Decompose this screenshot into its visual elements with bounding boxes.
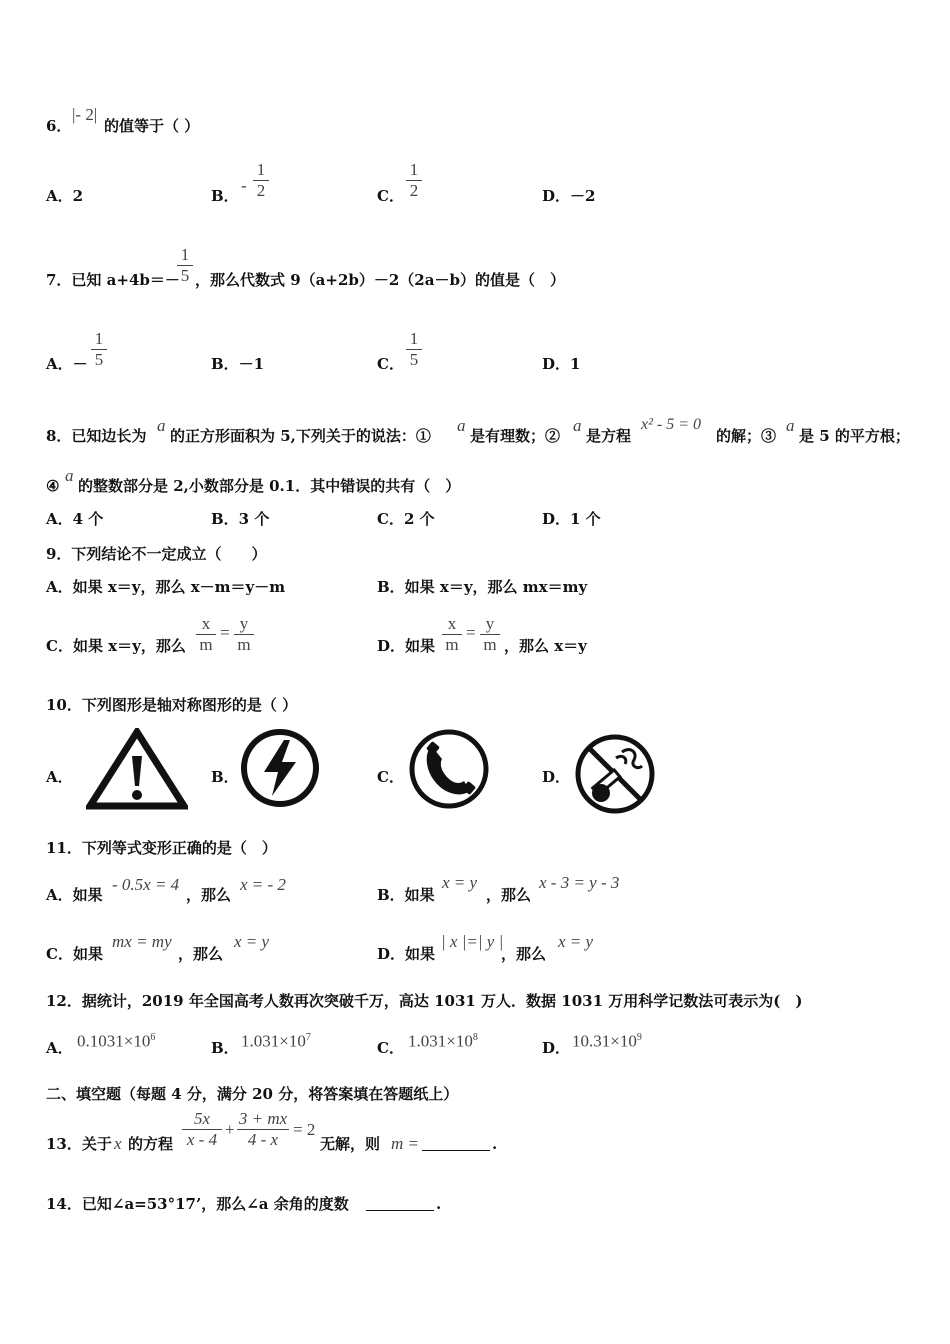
fraction-numerator: 1 — [409, 160, 419, 179]
fraction-denominator: m — [199, 635, 213, 654]
q8-line2-part2: 的整数部分是 2,小数部分是 0.1．其中错误的共有（ ） — [78, 477, 461, 495]
q8-option-d: D．1 个 — [542, 510, 601, 528]
q10-stem: 10．下列图形是轴对称图形的是（ ） — [46, 696, 298, 714]
q10-option-c-label: C． — [377, 768, 404, 786]
mantissa: 1.031×10 — [241, 1031, 306, 1051]
fraction-numerator: y — [239, 614, 249, 633]
q9-c-fraction-x — [196, 614, 216, 655]
q13-answer-blank[interactable] — [422, 1136, 490, 1151]
q7-option-d: D．1 — [542, 355, 581, 373]
fraction-numerator: x — [447, 614, 457, 633]
q13-end: . — [492, 1135, 498, 1153]
q14-stem: 14．已知∠a=53°17’，那么∠a 余角的度数 — [46, 1195, 349, 1213]
q11-d-condition: | x |=| y | — [441, 932, 504, 951]
q11-a-result: x = - 2 — [240, 875, 286, 894]
q13-fraction-2 — [237, 1109, 289, 1150]
q11-stem: 11．下列等式变形正确的是（ ） — [46, 839, 277, 857]
q13-post: 无解，则 — [320, 1135, 381, 1153]
q9-stem: 9．下列结论不一定成立（ ） — [46, 545, 267, 563]
q11-b-then: ，那么 — [486, 886, 532, 904]
mantissa: 10.31×10 — [572, 1031, 637, 1051]
q11-c-result: x = y — [234, 932, 270, 951]
q11-b-prefix: B．如果 — [377, 886, 435, 904]
q8-var-a: a — [457, 416, 466, 435]
fraction-denominator: 4 - x — [247, 1130, 279, 1149]
q13-var-m: m = — [391, 1134, 419, 1153]
q13-mid: 的方程 — [128, 1135, 174, 1153]
q14-answer-blank[interactable] — [366, 1196, 434, 1211]
q7-fraction — [177, 245, 193, 286]
q12-option-d-value — [572, 1029, 642, 1051]
q8-equation: x² - 5 = 0 — [641, 416, 702, 433]
fraction-numerator: y — [485, 614, 495, 633]
q9-d-equals: = — [466, 623, 476, 642]
q10-option-b-label: B． — [211, 768, 239, 786]
no-smoking-icon — [572, 732, 658, 816]
q9-c-fraction-y — [234, 614, 254, 655]
q7-option-c: C． — [377, 355, 404, 373]
fraction-denominator: m — [445, 635, 459, 654]
q12-stem: 12．据统计，2019 年全国高考人数再次突破千万，高达 1031 万人．数据 1031 万用科学记数法可表示为( ) — [46, 992, 803, 1010]
q7-stem-end: ，那么代数式 9（a+2b）－2（2a－b）的值是（ ） — [195, 271, 565, 289]
fraction-numerator: 1 — [180, 245, 190, 264]
q6-option-a: A．2 — [46, 187, 84, 205]
q6-option-c: C． — [377, 187, 404, 205]
fraction-numerator: 5x — [193, 1109, 211, 1128]
q13-plus: + — [225, 1120, 235, 1139]
q11-c-condition: mx = my — [112, 932, 172, 951]
q8-line1-part5: 的解；③ — [716, 427, 777, 445]
q6-option-b: B． — [211, 187, 239, 205]
q7-option-c-fraction — [406, 329, 422, 370]
q8-var-a: a — [65, 466, 74, 485]
q11-a-then: ，那么 — [186, 886, 232, 904]
q11-a-condition: - 0.5x = 4 — [112, 875, 180, 894]
fraction-denominator: m — [237, 635, 251, 654]
q6-stem: 的值等于（ ） — [104, 117, 200, 135]
q7-option-a: A．－ — [46, 355, 88, 373]
q8-line1-part3: 是有理数；② — [470, 427, 561, 445]
telephone-icon — [406, 727, 492, 811]
warning-triangle-icon — [86, 728, 188, 810]
q9-option-a: A．如果 x＝y，那么 x－m＝y－m — [46, 578, 286, 596]
q13-var-x: x — [114, 1134, 122, 1153]
q7-option-a-fraction — [91, 329, 107, 370]
q8-line2-part1: ④ — [46, 477, 60, 495]
q6-option-d: D．－2 — [542, 187, 596, 205]
exponent: 6 — [150, 1032, 156, 1043]
q12-option-a-value — [77, 1029, 155, 1051]
q6-number: 6． — [46, 117, 72, 135]
q9-option-c: C．如果 x＝y，那么 — [46, 637, 186, 655]
fraction-numerator: 3 + mx — [238, 1109, 288, 1128]
q11-d-prefix: D．如果 — [377, 945, 436, 963]
q6-abs-expression: |- 2| — [72, 105, 98, 124]
q8-line1-part4: 是方程 — [586, 427, 632, 445]
q12-option-a: A． — [46, 1039, 73, 1057]
mantissa: 0.1031×10 — [77, 1031, 151, 1051]
q11-c-prefix: C．如果 — [46, 945, 103, 963]
q6-option-c-fraction — [406, 160, 422, 201]
q8-var-a: a — [573, 416, 582, 435]
high-voltage-icon — [238, 726, 322, 810]
q11-c-then: ，那么 — [178, 945, 224, 963]
fraction-denominator: 5 — [180, 266, 190, 285]
q14-end: . — [436, 1195, 442, 1213]
q13-prefix: 13．关于 — [46, 1135, 112, 1153]
section-2-heading: 二、填空题（每题 4 分，满分 20 分，将答案填在答题纸上） — [46, 1085, 459, 1103]
q11-b-condition: x = y — [442, 873, 478, 892]
q9-option-d-start: D．如果 — [377, 637, 436, 655]
fraction-denominator: 5 — [94, 350, 104, 369]
q12-option-b: B． — [211, 1039, 239, 1057]
mantissa: 1.031×10 — [408, 1031, 473, 1051]
q12-option-c: C． — [377, 1039, 404, 1057]
q8-line1-part6: 是 5 的平方根； — [799, 427, 910, 445]
fraction-numerator: 1 — [94, 329, 104, 348]
fraction-numerator: 1 — [256, 160, 266, 179]
q11-d-then: ，那么 — [501, 945, 547, 963]
exponent: 7 — [305, 1032, 311, 1043]
q7-stem-start: 7．已知 a+4b＝－ — [46, 271, 180, 289]
fraction-numerator: 1 — [409, 329, 419, 348]
q10-option-a-label: A． — [46, 768, 73, 786]
q8-option-c: C．2 个 — [377, 510, 435, 528]
q11-a-prefix: A．如果 — [46, 886, 103, 904]
fraction-denominator: 2 — [409, 181, 419, 200]
q8-option-a: A．4 个 — [46, 510, 104, 528]
q7-option-b: B．－1 — [211, 355, 265, 373]
q13-fraction-1 — [182, 1109, 222, 1150]
q12-option-b-value — [241, 1029, 311, 1051]
exponent: 8 — [472, 1032, 478, 1043]
q9-option-d-end: ，那么 x＝y — [504, 637, 587, 655]
fraction-denominator: 5 — [409, 350, 419, 369]
q11-b-result: x - 3 = y - 3 — [539, 873, 620, 892]
q8-var-a: a — [786, 416, 795, 435]
q9-d-fraction-y — [480, 614, 500, 655]
q11-d-result: x = y — [558, 932, 594, 951]
q9-d-fraction-x — [442, 614, 462, 655]
q8-line1-part2: 的正方形面积为 5,下列关于的说法：① — [170, 427, 431, 445]
fraction-denominator: 2 — [256, 181, 266, 200]
q8-line1-part1: 8．已知边长为 — [46, 427, 147, 445]
fraction-denominator: x - 4 — [186, 1130, 218, 1149]
q9-option-b: B．如果 x＝y，那么 mx＝my — [377, 578, 588, 596]
q12-option-d: D． — [542, 1039, 571, 1057]
fraction-numerator: x — [201, 614, 211, 633]
fraction-denominator: m — [483, 635, 497, 654]
q12-option-c-value — [408, 1029, 478, 1051]
q10-option-d-label: D． — [542, 768, 571, 786]
exponent: 9 — [636, 1032, 642, 1043]
q9-c-equals: = — [220, 623, 230, 642]
q6-option-b-sign: - — [241, 176, 247, 195]
q8-var-a: a — [157, 416, 166, 435]
q13-equals-two: = 2 — [293, 1120, 316, 1139]
q8-option-b: B．3 个 — [211, 510, 270, 528]
q6-option-b-fraction — [253, 160, 269, 201]
